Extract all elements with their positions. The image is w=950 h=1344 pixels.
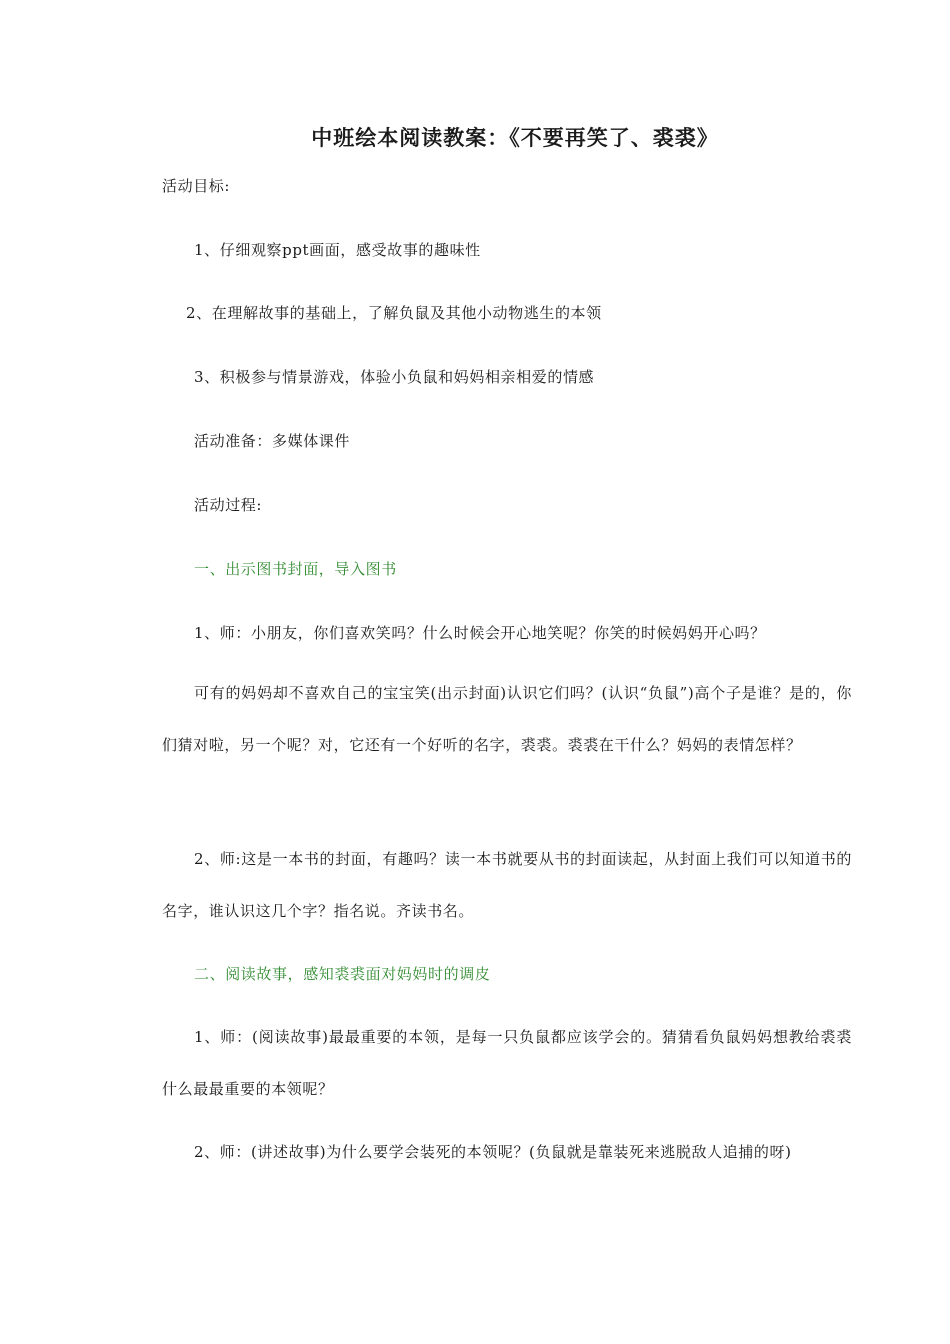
section1-paragraph-3: 2、师:这是一本书的封面，有趣吗？读一本书就要从书的封面读起，从封面上我们可以知道书的名字，谁认识这几个字？指名说。齐读书名。 <box>162 850 852 920</box>
section1-paragraph-2: 可有的妈妈却不喜欢自己的宝宝笑(出示封面)认识它们吗？(认识“负鼠”)高个子是谁？是的，你们猜对啦，另一个呢？对，它还有一个好听的名字，裘裘。裘裘在干什么？妈妈的表情怎样？ <box>162 684 852 754</box>
goal-item-2: 2、在理解故事的基础上，了解负鼠及其他小动物逃生的本领 <box>186 304 602 322</box>
section1-paragraph-1: 1、师：小朋友，你们喜欢笑吗？什么时候会开心地笑呢？你笑的时候妈妈开心吗？ <box>194 624 766 642</box>
process-heading: 活动过程: <box>194 496 263 514</box>
section2-paragraph-2: 2、师：(讲述故事)为什么要学会装死的本领呢？(负鼠就是靠装死来逃脱敌人追捕的呀) <box>194 1143 792 1161</box>
activity-preparation: 活动准备：多媒体课件 <box>194 432 351 450</box>
goal-item-1: 1、仔细观察ppt画面，感受故事的趣味性 <box>194 241 481 259</box>
goal-item-3: 3、积极参与情景游戏，体验小负鼠和妈妈相亲相爱的情感 <box>194 368 595 386</box>
section2-paragraph-1: 1、师：(阅读故事)最最重要的本领，是每一只负鼠都应该学会的。猜猜看负鼠妈妈想教给裘裘什么最最重要的本领呢？ <box>162 1028 852 1098</box>
document-title: 中班绘本阅读教案：《不要再笑了、裘裘》 <box>311 125 719 150</box>
goals-heading: 活动目标: <box>162 177 231 195</box>
section2-heading: 二、阅读故事，感知裘裘面对妈妈时的调皮 <box>194 965 491 983</box>
section1-heading: 一、出示图书封面，导入图书 <box>194 560 397 578</box>
